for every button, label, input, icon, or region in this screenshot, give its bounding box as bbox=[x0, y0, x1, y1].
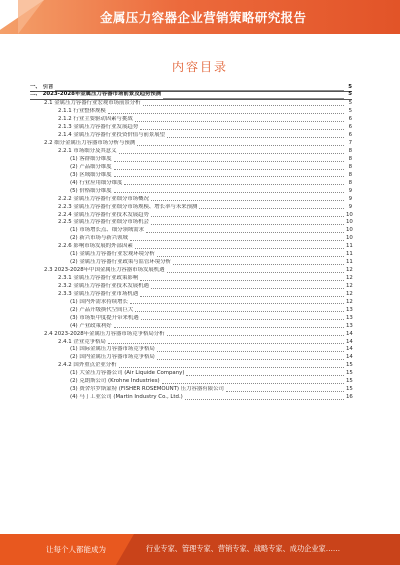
toc-entry-label: (1) 客群细分维度 bbox=[70, 155, 112, 162]
toc-entry-page: 10 bbox=[346, 219, 353, 226]
toc-entry[interactable] bbox=[30, 259, 352, 267]
toc-leader-dots bbox=[143, 105, 344, 106]
toc-leader-dots bbox=[114, 169, 344, 170]
toc-leader-dots bbox=[140, 296, 344, 297]
toc-leader-dots bbox=[151, 200, 344, 201]
toc-leader-dots bbox=[130, 240, 344, 241]
toc-entry-page: 15 bbox=[346, 370, 353, 377]
toc-leader-dots bbox=[167, 137, 344, 138]
toc-entry-label: (5) 价格细分维度 bbox=[70, 187, 112, 194]
toc-leader-dots bbox=[162, 383, 344, 384]
toc-entry-page: 16 bbox=[346, 394, 353, 401]
toc-entry-label: (3) 市场集中度提升带来机遇 bbox=[70, 314, 139, 321]
toc-entry[interactable] bbox=[30, 108, 352, 116]
toc-entry[interactable] bbox=[30, 346, 352, 354]
table-of-contents bbox=[30, 84, 352, 402]
toc-entry[interactable] bbox=[30, 275, 352, 283]
toc-heading: 内容目录 bbox=[171, 60, 228, 74]
toc-entry-label: 2.2 细分金属压力容器市场分析与预测 bbox=[44, 140, 136, 147]
toc-entry[interactable] bbox=[30, 163, 352, 171]
toc-entry[interactable] bbox=[30, 354, 352, 362]
toc-leader-dots bbox=[137, 145, 344, 146]
toc-entry[interactable] bbox=[30, 116, 352, 124]
toc-leader-dots bbox=[135, 248, 344, 249]
toc-entry-page: 10 bbox=[346, 227, 353, 234]
toc-entry-label: 2.3 2023-2028年中国金属压力容器市场发展机遇 bbox=[44, 267, 165, 274]
toc-entry-label: (1) 国内外需求持续增长 bbox=[70, 298, 128, 305]
toc-leader-dots bbox=[108, 113, 344, 114]
toc-entry-label: (4) 行业应用细分维度 bbox=[70, 179, 123, 186]
toc-entry-page: 8 bbox=[348, 171, 352, 178]
report-title: 金属压力容器企业营销策略研究报告 bbox=[100, 10, 307, 25]
toc-entry-label: 2.1 金属压力容器行业宏观市场前景分析 bbox=[44, 100, 141, 107]
toc-entry-label: (2) 金属压力容器行业政策与监管环境分析 bbox=[70, 259, 171, 266]
toc-entry[interactable] bbox=[30, 378, 352, 386]
toc-leader-dots bbox=[151, 288, 344, 289]
toc-entry-label: 2.1.2 行业主要驱动因素与挑战 bbox=[58, 116, 133, 123]
toc-entry-page: 8 bbox=[348, 179, 352, 186]
toc-entry[interactable] bbox=[30, 322, 352, 330]
toc-entry-label: 一、 引言 bbox=[30, 83, 54, 90]
toc-leader-dots bbox=[163, 98, 344, 99]
toc-leader-dots bbox=[173, 264, 344, 265]
toc-entry-page: 15 bbox=[346, 362, 353, 369]
toc-entry-label: 2.4 2023-2028年金属压力容器市场竞争格局分析 bbox=[44, 330, 165, 337]
toc-entry[interactable] bbox=[30, 267, 352, 275]
toc-leader-dots bbox=[114, 176, 344, 177]
toc-entry-label: 2.3.3 金属压力容器行业市场机遇 bbox=[58, 290, 139, 297]
toc-entry-page: 12 bbox=[346, 290, 353, 297]
toc-entry-page: 9 bbox=[348, 195, 352, 202]
toc-entry[interactable] bbox=[30, 100, 352, 108]
footer-slogan-right: 行业专家、管理专家、营销专家、战略专家、成功企业家…… bbox=[146, 544, 341, 553]
page-footer bbox=[0, 534, 400, 565]
toc-leader-dots bbox=[141, 319, 344, 320]
toc-leader-dots bbox=[114, 192, 344, 193]
toc-leader-dots bbox=[108, 343, 344, 344]
toc-entry[interactable] bbox=[30, 330, 352, 338]
toc-entry-page: 14 bbox=[346, 346, 353, 353]
toc-entry-page: 5 bbox=[348, 83, 352, 90]
toc-entry[interactable] bbox=[30, 148, 352, 156]
toc-entry[interactable] bbox=[30, 92, 352, 100]
toc-entry-page: 14 bbox=[346, 354, 353, 361]
toc-entry[interactable] bbox=[30, 290, 352, 298]
toc-entry-page: 10 bbox=[346, 235, 353, 242]
toc-entry-page: 9 bbox=[348, 187, 352, 194]
toc-entry[interactable] bbox=[30, 251, 352, 259]
toc-entry[interactable] bbox=[30, 370, 352, 378]
toc-entry[interactable] bbox=[30, 394, 352, 402]
toc-leader-dots bbox=[199, 208, 344, 209]
toc-entry-page: 6 bbox=[348, 116, 352, 123]
toc-entry[interactable] bbox=[30, 306, 352, 314]
toc-entry[interactable] bbox=[30, 362, 352, 370]
toc-entry-page: 12 bbox=[346, 282, 353, 289]
toc-entry-page: 13 bbox=[346, 314, 353, 321]
toc-entry-page: 9 bbox=[348, 203, 352, 210]
report-header bbox=[0, 0, 400, 34]
toc-leader-dots bbox=[119, 153, 344, 154]
toc-leader-dots bbox=[167, 272, 344, 273]
toc-entry-label: 2.1.1 行业整体规模 bbox=[58, 108, 106, 115]
toc-entry-label: 2.2.3 金属压力容器行业细分市场规模、增长率与未来预测 bbox=[58, 203, 198, 210]
toc-entry-page: 14 bbox=[346, 330, 353, 337]
toc-entry-page: 15 bbox=[346, 386, 353, 393]
toc-leader-dots bbox=[185, 399, 344, 400]
toc-entry-page: 12 bbox=[346, 267, 353, 274]
toc-leader-dots bbox=[157, 359, 344, 360]
toc-leader-dots bbox=[135, 311, 344, 312]
toc-entry-page: 13 bbox=[346, 306, 353, 313]
toc-entry-label: (3) 区域细分维度 bbox=[70, 171, 112, 178]
toc-leader-dots bbox=[114, 161, 344, 162]
toc-leader-dots bbox=[157, 256, 344, 257]
footer-slogan-left: 让每个人都能成为 bbox=[46, 545, 106, 554]
toc-entry-label: 2.1.4 金属压力容器行业投资价值与前景展望 bbox=[58, 132, 166, 139]
toc-entry-page: 12 bbox=[346, 298, 353, 305]
toc-entry-page: 8 bbox=[348, 148, 352, 155]
toc-leader-dots bbox=[167, 335, 344, 336]
toc-entry-page: 13 bbox=[346, 322, 353, 329]
toc-entry[interactable] bbox=[30, 203, 352, 211]
toc-entry-label: 2.3.2 金属压力容器行业技术发展机遇 bbox=[58, 282, 149, 289]
toc-entry-page: 12 bbox=[346, 275, 353, 282]
toc-leader-dots bbox=[119, 367, 344, 368]
toc-entry[interactable] bbox=[30, 386, 352, 394]
toc-entry-label: 2.1.3 金属压力容器行业发展趋势 bbox=[58, 124, 139, 131]
toc-entry-page: 8 bbox=[348, 155, 352, 162]
toc-entry-label: (1) 国际金属压力容器市场竞争格局 bbox=[70, 346, 155, 353]
toc-leader-dots bbox=[130, 303, 344, 304]
toc-entry[interactable] bbox=[30, 298, 352, 306]
toc-entry-label: 2.2.5 金属压力容器行业细分市场机会 bbox=[58, 219, 149, 226]
toc-entry-label: 二、 2023-2028年金属压力容器市场前景及趋势预测 bbox=[30, 91, 162, 98]
toc-entry[interactable] bbox=[30, 227, 352, 235]
toc-entry-label: 2.4.2 国外重点企业分析 bbox=[58, 362, 117, 369]
toc-entry[interactable] bbox=[30, 235, 352, 243]
toc-entry-page: 6 bbox=[348, 132, 352, 139]
toc-entry[interactable] bbox=[30, 211, 352, 219]
toc-entry-page: 10 bbox=[346, 211, 353, 218]
toc-leader-dots bbox=[157, 351, 344, 352]
toc-entry[interactable] bbox=[30, 243, 352, 251]
toc-leader-dots bbox=[186, 375, 344, 376]
toc-entry-page: 11 bbox=[346, 243, 353, 250]
toc-entry-page: 11 bbox=[346, 259, 353, 266]
toc-entry-label: (1) 大金压力容器公司 (Air Liquide Company) bbox=[70, 370, 185, 377]
footer-slant-decoration bbox=[116, 534, 134, 565]
toc-leader-dots bbox=[146, 232, 344, 233]
toc-entry-label: (1) 市场增长点、细分领域需求 bbox=[70, 227, 145, 234]
toc-entry-label: (2) 克朗斯公司 (Krohne Industries) bbox=[70, 378, 160, 385]
toc-leader-dots bbox=[226, 391, 344, 392]
toc-leader-dots bbox=[114, 327, 344, 328]
toc-entry-label: (2) 产品升级换代空间巨大 bbox=[70, 306, 134, 313]
toc-entry-label: (2) 国内金属压力容器市场竞争格局 bbox=[70, 354, 155, 361]
toc-entry-page: 8 bbox=[348, 163, 352, 170]
toc-leader-dots bbox=[140, 280, 344, 281]
toc-entry-page: 11 bbox=[346, 251, 353, 258]
toc-entry-page: 6 bbox=[348, 124, 352, 131]
toc-leader-dots bbox=[140, 129, 344, 130]
toc-entry-label: (1) 金属压力容器行业宏观环境分析 bbox=[70, 251, 155, 258]
toc-entry-label: (4) 产业政策利好 bbox=[70, 322, 112, 329]
toc-entry-page: 5 bbox=[348, 100, 352, 107]
toc-entry-label: 2.3.1 金属压力容器行业政策影响 bbox=[58, 275, 139, 282]
toc-entry[interactable] bbox=[30, 155, 352, 163]
toc-entry-label: 2.2.1 市场细分及其意义 bbox=[58, 148, 117, 155]
toc-entry[interactable] bbox=[30, 338, 352, 346]
toc-entry[interactable] bbox=[30, 195, 352, 203]
toc-entry-page: 15 bbox=[346, 378, 353, 385]
toc-entry-label: 2.2.2 金属压力容器行业细分市场概况 bbox=[58, 195, 149, 202]
toc-entry-page: 5 bbox=[348, 108, 352, 115]
toc-entry[interactable] bbox=[30, 179, 352, 187]
toc-leader-dots bbox=[124, 184, 344, 185]
toc-entry[interactable] bbox=[30, 132, 352, 140]
toc-leader-dots bbox=[135, 121, 344, 122]
toc-entry-label: (2) 产品细分维度 bbox=[70, 163, 112, 170]
toc-entry[interactable] bbox=[30, 314, 352, 322]
toc-entry[interactable] bbox=[30, 124, 352, 132]
toc-leader-dots bbox=[151, 224, 344, 225]
toc-entry-label: 2.2.4 金属压力容器行业技术发展趋势 bbox=[58, 211, 149, 218]
toc-entry-label: (3) 费舍尔罗斯蒙特 (FISHER ROSEMOUNT) 压力容器有限公司 bbox=[70, 386, 224, 393]
toc-entry-label: (4) 马丁工业公司 (Martin Industry Co., Ltd.) bbox=[70, 394, 183, 401]
toc-entry[interactable] bbox=[30, 187, 352, 195]
toc-entry-page: 5 bbox=[348, 91, 352, 98]
toc-entry[interactable] bbox=[30, 171, 352, 179]
toc-entry-label: 2.4.1 企业竞争格局 bbox=[58, 338, 106, 345]
toc-entry-label: 2.2.6 影响市场发展的外部因素 bbox=[58, 243, 133, 250]
toc-entry-page: 14 bbox=[346, 338, 353, 345]
header-stripe-decoration bbox=[18, 0, 44, 34]
toc-entry[interactable] bbox=[30, 219, 352, 227]
toc-entry[interactable] bbox=[30, 140, 352, 148]
toc-entry[interactable] bbox=[30, 282, 352, 290]
toc-entry-label: (2) 新兴市场与新兴领域 bbox=[70, 235, 128, 242]
toc-leader-dots bbox=[151, 216, 344, 217]
toc-entry-page: 7 bbox=[348, 140, 352, 147]
